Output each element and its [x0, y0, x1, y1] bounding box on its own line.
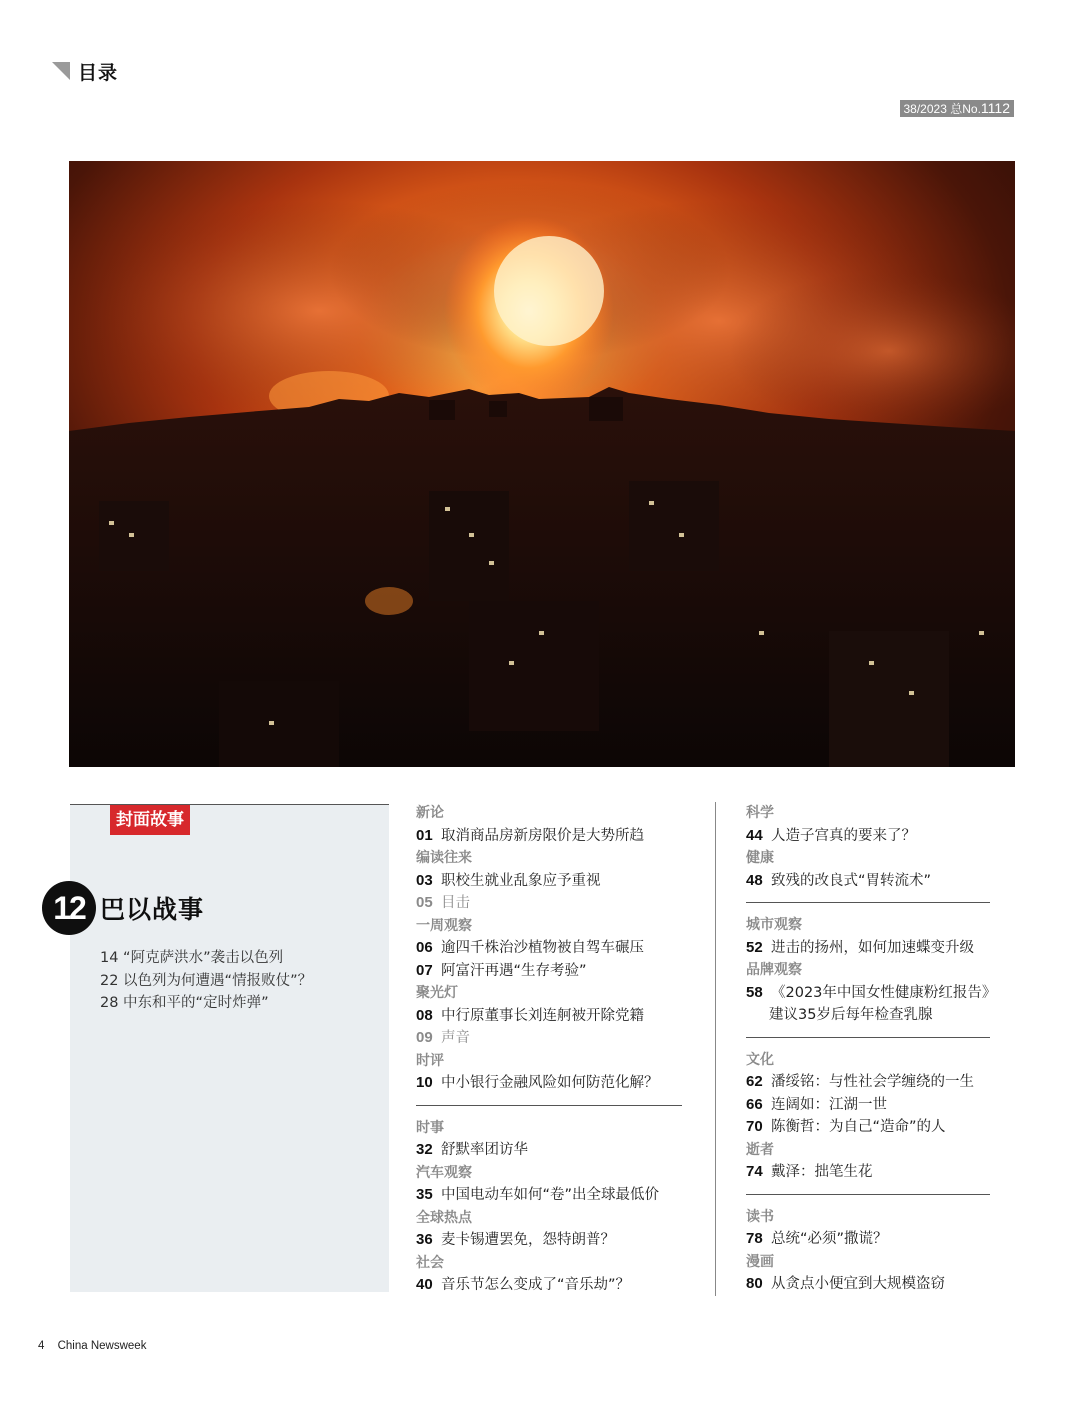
entry-title: 陈衡哲：为自己“造命”的人 [771, 1119, 946, 1135]
section-heading: 读书 [746, 1208, 774, 1225]
toc-entry[interactable] [746, 1228, 990, 1251]
entry-title: 中小银行金融风险如何防范化解？ [441, 1075, 659, 1091]
issue-badge [900, 100, 1015, 117]
explosion-night-cityscape-image [69, 161, 1015, 767]
entry-page-number: 08 [416, 1006, 433, 1024]
section-heading: 社会 [416, 1254, 444, 1271]
entry-page-number: 58 [746, 983, 763, 1001]
entry-page-number: 09 [416, 1029, 433, 1046]
entry-title: 舒默率团访华 [441, 1142, 528, 1158]
entry-page-number: 80 [746, 1275, 763, 1292]
toc-entry[interactable] [416, 1274, 682, 1297]
cover-story-panel [53, 804, 389, 1292]
cover-subitem[interactable]: 22 以色列为何遭遇“情报败仗”？ [100, 972, 313, 989]
entry-page-number: 78 [746, 1230, 763, 1247]
entry-page-number: 40 [416, 1276, 433, 1293]
toc-entry[interactable] [416, 892, 682, 915]
section-divider [746, 1037, 990, 1038]
footer-publication: China Newsweek [57, 1340, 147, 1352]
toc-entry[interactable] [416, 1027, 682, 1050]
entry-page-number: 44 [746, 826, 763, 844]
section-heading: 全球热点 [416, 1209, 472, 1226]
entry-page-number: 07 [416, 961, 433, 979]
entry-title: 中国电动车如何“卷”出全球最低价 [441, 1187, 660, 1203]
entry-title: 进击的扬州，如何加速蝶变升级 [771, 939, 974, 956]
section-heading: 逝者 [746, 1141, 774, 1158]
corner-mark-icon [52, 62, 70, 80]
section-divider [746, 1194, 990, 1195]
cover-subitem[interactable]: 14 “阿克萨洪水”袭击以色列 [100, 950, 284, 966]
cover-subitem[interactable]: 28 中东和平的“定时炸弹” [100, 995, 269, 1011]
entry-title: 阿富汗再遇“生存考验” [441, 962, 587, 979]
section-heading: 文化 [746, 1051, 774, 1068]
entry-page-number: 01 [416, 826, 433, 844]
entry-title: 职校生就业乱象应予重视 [441, 872, 601, 889]
entry-page-number: 48 [746, 871, 763, 889]
toc-entry[interactable] [416, 825, 682, 848]
entry-page-number: 74 [746, 1163, 763, 1180]
entry-page-number: 10 [416, 1074, 433, 1091]
page-title: 目录 [78, 61, 119, 84]
cover-page-number: 12 [42, 881, 96, 935]
entry-page-number: 36 [416, 1231, 433, 1248]
cover-feature[interactable] [42, 881, 204, 935]
entry-page-number: 03 [416, 871, 433, 889]
cover-feature-title: 巴以战事 [100, 895, 205, 924]
toc-header [52, 58, 118, 84]
toc-entry[interactable] [746, 1161, 990, 1184]
toc-entry[interactable] [746, 937, 990, 960]
section-divider [416, 1105, 682, 1106]
entry-title: 中行原董事长刘连舸被开除党籍 [441, 1007, 644, 1024]
toc-entry[interactable] [746, 870, 990, 893]
toc-right-column [715, 802, 997, 1296]
toc-entry[interactable] [746, 982, 997, 1005]
entry-title: 从贪点小便宜到大规模盗窃 [771, 1276, 945, 1292]
section-heading: 品牌观察 [746, 962, 802, 978]
entry-title: 连阔如：江湖一世 [771, 1096, 887, 1113]
entry-page-number: 32 [416, 1141, 433, 1158]
toc-entry[interactable] [416, 1139, 682, 1162]
footer-page-number: 4 [38, 1340, 45, 1352]
entry-page-number: 52 [746, 938, 763, 956]
entry-title: 总统“必须”撒谎？ [771, 1231, 888, 1247]
entry-title: 音乐节怎么变成了“音乐劫”？ [441, 1277, 631, 1293]
cover-photo [69, 161, 1015, 767]
section-divider [746, 902, 990, 903]
entry-page-number: 35 [416, 1186, 433, 1203]
issue-number: 38/2023 [903, 102, 947, 116]
toc-entry[interactable] [416, 1184, 682, 1207]
toc-entry[interactable] [746, 1273, 990, 1296]
section-heading: 时评 [416, 1052, 444, 1069]
toc-entry[interactable] [416, 1229, 682, 1252]
entry-title: 麦卡锡遭罢免，怨特朗普？ [441, 1232, 615, 1248]
section-heading: 漫画 [746, 1253, 774, 1270]
toc-entry[interactable] [416, 1072, 682, 1095]
cover-subitems [100, 947, 312, 1015]
entry-title: 取消商品房新房限价是大势所趋 [441, 827, 644, 844]
entry-title: 目击 [441, 895, 470, 911]
section-heading: 新论 [416, 805, 444, 821]
section-heading: 城市观察 [746, 917, 802, 933]
toc-entry[interactable] [416, 960, 682, 983]
section-heading: 汽车观察 [416, 1164, 472, 1181]
cover-story-label: 封面故事 [110, 805, 190, 835]
entry-title: 建议35岁后每年检查乳腺 [769, 1007, 933, 1023]
entry-page-number: 62 [746, 1073, 763, 1090]
toc-entry[interactable] [746, 825, 990, 848]
section-heading: 聚光灯 [416, 985, 458, 1001]
section-heading: 健康 [746, 850, 774, 866]
entry-title: 戴泽：拙笔生花 [771, 1164, 873, 1180]
entry-page-number: 06 [416, 939, 433, 956]
entry-title: 潘绥铭：与性社会学缠绕的一生 [771, 1074, 974, 1090]
entry-title: 人造子宫真的要来了？ [771, 827, 916, 844]
issue-total-label: 总No. [950, 102, 981, 116]
toc-entry[interactable] [416, 937, 682, 960]
issue-total-number: 1112 [980, 100, 1010, 116]
toc-middle-column [416, 802, 682, 1297]
toc-entry[interactable] [746, 1116, 990, 1139]
entry-title: 声音 [441, 1030, 470, 1046]
toc-entry[interactable] [416, 870, 682, 893]
entry-page-number: 66 [746, 1095, 763, 1113]
entry-title: 致残的改良式“胃转流术” [771, 872, 932, 889]
section-heading: 一周观察 [416, 917, 472, 934]
toc-entry[interactable] [416, 1005, 682, 1028]
toc-entry-continued[interactable] [746, 1004, 990, 1027]
entry-title: 逾四千株治沙植物被自驾车碾压 [441, 940, 644, 956]
toc-entry[interactable] [746, 1071, 990, 1094]
entry-page-number: 70 [746, 1118, 763, 1135]
toc-entry[interactable] [746, 1094, 990, 1117]
section-heading: 编读往来 [416, 850, 472, 866]
section-heading: 科学 [746, 805, 774, 821]
entry-page-number: 05 [416, 894, 433, 911]
section-heading: 时事 [416, 1119, 444, 1136]
entry-title: 《2023年中国女性健康粉红报告》 [771, 984, 997, 1001]
page-footer [38, 1340, 146, 1352]
